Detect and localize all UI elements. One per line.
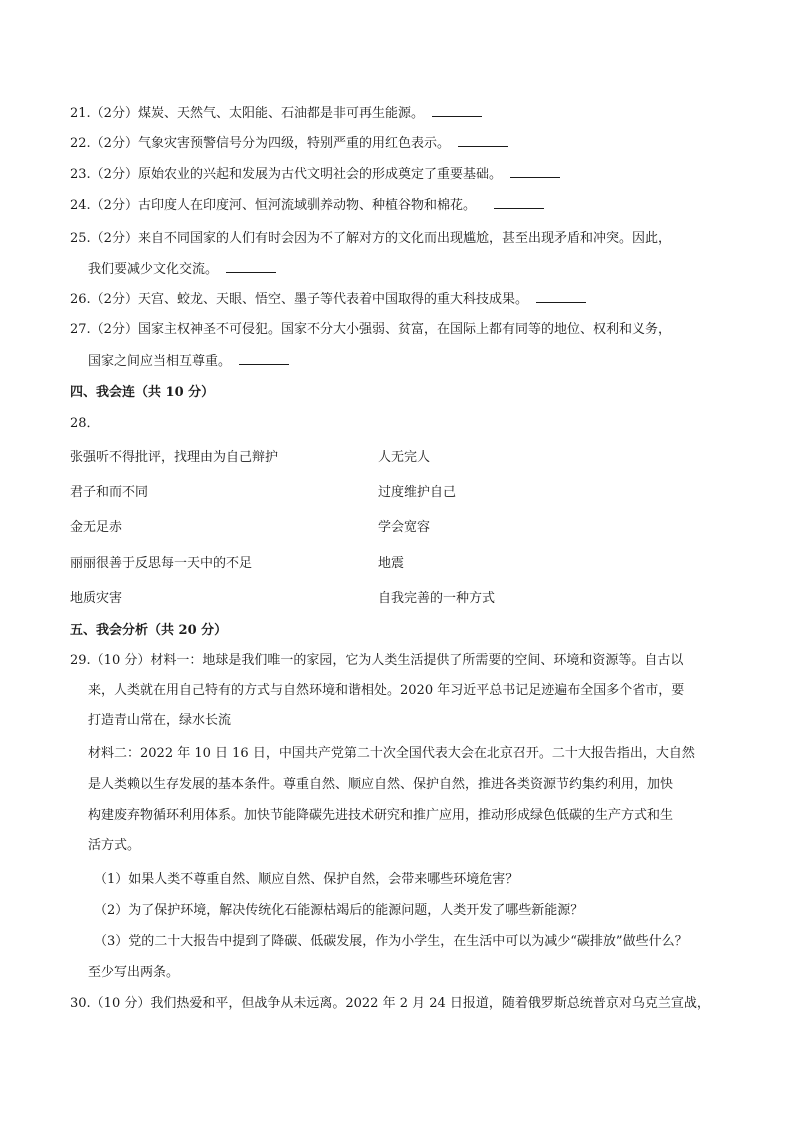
question-29-line: 打造青山常在，绿水长流	[88, 713, 232, 728]
question-27: 27.（2分）国家主权神圣不可侵犯。国家不分大小强弱、贫富，在国际上都有同等的地位、权利和义务，	[70, 322, 671, 337]
question-29-line: 来，人类就在用自己特有的方式与自然环境和谐相处。2020 年习近平总书记足迹遍布全国多个省市，要	[88, 683, 685, 698]
question-26: 26.（2分）天宫、蛟龙、天眼、悟空、墨子等代表着中国取得的重大科技成果。	[70, 289, 586, 310]
answer-blank[interactable]	[458, 133, 508, 147]
question-29-line: 材料二：2022 年 10 日 16 日，中国共产党第二十次全国代表大会在北京召开。二十大报告指出，大自然	[88, 746, 695, 761]
match-right-item[interactable]: 学会宽容	[378, 520, 431, 535]
question-28-number: 28．	[70, 416, 100, 431]
question-29-sub-2: （2）为了保护环境，解决传统化石能源枯竭后的能源问题，人类开发了哪些新能源？	[94, 903, 584, 918]
question-29-line: 是人类赖以生存发展的基本条件。尊重自然、顺应自然、保护自然，推进各类资源节约集约利用，加快	[88, 777, 674, 792]
question-22: 22.（2分）气象灾害预警信号分为四级，特别严重的用红色表示。	[70, 133, 508, 154]
answer-blank[interactable]	[510, 164, 560, 178]
match-right-item[interactable]: 自我完善的一种方式	[378, 591, 496, 606]
question-23: 23.（2分）原始农业的兴起和发展为古代文明社会的形成奠定了重要基础。	[70, 164, 560, 185]
question-21: 21.（2分）煤炭、天然气、太阳能、石油都是非可再生能源。	[70, 103, 482, 124]
match-left-item[interactable]: 丽丽很善于反思每一天中的不足	[70, 556, 253, 571]
question-29-line: 29.（10 分）材料一：地球是我们唯一的家园，它为人类生活提供了所需要的空间、环境和资源等。自古以	[70, 653, 684, 668]
match-right-item[interactable]: 地震	[378, 556, 405, 571]
section-5-title: 五、我会分析（共 20 分）	[70, 623, 228, 638]
question-29-line: 构建废弃物循环利用体系。加快节能降碳先进技术研究和推广应用，推动形成绿色低碳的生产方式和生	[88, 808, 674, 823]
answer-blank[interactable]	[494, 195, 544, 209]
question-29-sub-3: （3）党的二十大报告中提到了降碳、低碳发展，作为小学生，在生活中可以为减少“碳排放”做些什么？	[94, 934, 688, 949]
question-24: 24.（2分）古印度人在印度河、恒河流域驯养动物、种植谷物和棉花。	[70, 195, 544, 216]
match-right-item[interactable]: 人无完人	[378, 450, 431, 465]
question-30-line: 30.（10 分）我们热爱和平，但战争从未远离。2022 年 2 月 24 日报道，随着俄罗斯总统普京对乌克兰宣战，	[70, 996, 710, 1011]
match-left-item[interactable]: 张强听不得批评，找理由为自己辩护	[70, 450, 279, 465]
answer-blank[interactable]	[239, 351, 289, 365]
match-left-item[interactable]: 金无足赤	[70, 520, 123, 535]
section-4-title: 四、我会连（共 10 分）	[70, 385, 215, 400]
answer-blank[interactable]	[536, 289, 586, 303]
match-left-item[interactable]: 地质灾害	[70, 591, 123, 606]
question-27-cont: 国家之间应当相互尊重。	[88, 351, 289, 372]
answer-blank[interactable]	[226, 259, 276, 273]
question-29-line: 活方式。	[88, 838, 141, 853]
question-25-cont: 我们要减少文化交流。	[88, 259, 276, 280]
match-right-item[interactable]: 过度维护自己	[378, 485, 457, 500]
question-25: 25.（2分）来自不同国家的人们有时会因为不了解对方的文化而出现尴尬，甚至出现矛盾和冲突。因此，	[70, 231, 671, 246]
answer-blank[interactable]	[432, 103, 482, 117]
question-29-sub-1: （1）如果人类不尊重自然、顺应自然、保护自然，会带来哪些环境危害？	[94, 872, 519, 887]
question-29-sub-3-cont: 至少写出两条。	[88, 965, 180, 980]
match-left-item[interactable]: 君子和而不同	[70, 485, 149, 500]
